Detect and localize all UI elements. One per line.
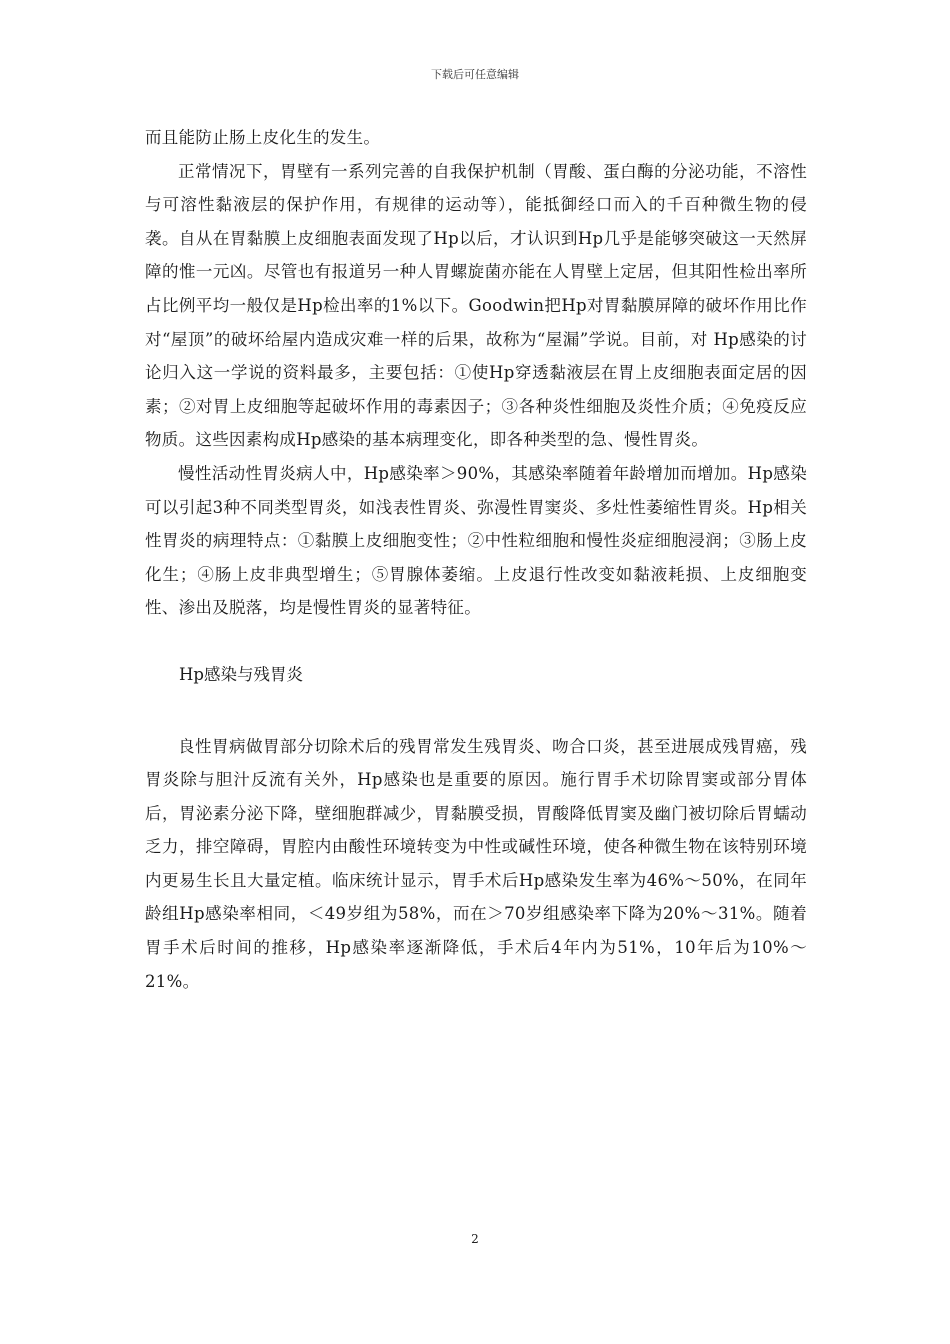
paragraph-residual-stomach: 良性胃病做胃部分切除术后的残胃常发生残胃炎、吻合口炎，甚至进展成残胃癌，残胃炎除与胆汁反流有关外，Hp感染也是重要的原因。施行胃手术切除胃窦或部分胃体后，胃泌素分泌下降，壁细胞群减少，胃黏膜受损，胃酸降低胃窦及幽门被切除后胃蠕动乏力，排空障碍，胃腔内由酸性环境转变为中性或碱性环境，使各种微生物在该特别环境内更易生长且大量定植。临床统计显示，胃手术后Hp感染发生率为46%～50%，在同年龄组Hp感染率相同，＜49岁组为58%，而在＞70岁组感染率下降为20%～31%。随着胃手术后时间的推移，Hp感染率逐渐降低，手术后4年内为51%，10年后为10%～21%。 — [145, 736, 807, 991]
paragraph-chronic-gastritis: 慢性活动性胃炎病人中，Hp感染率＞90%，其感染率随着年龄增加而增加。Hp感染可以引起3种不同类型胃炎，如浅表性胃炎、弥漫性胃窦炎、多灶性萎缩性胃炎。Hp相关性胃炎的病理特点：①黏膜上皮细胞变性；②中性粒细胞和慢性炎症细胞浸润；③肠上皮化生；④肠上皮非典型增生；⑤胃腺体萎缩。上皮退行性改变如黏液耗损、上皮细胞变性、渗出及脱落，均是慢性胃炎的显著特征。 — [145, 463, 807, 618]
section-title: Hp感染与残胃炎 — [179, 664, 303, 684]
document-body — [145, 121, 807, 998]
page-header: 下载后可任意编辑 — [431, 68, 519, 81]
paragraph-protection-mechanism: 正常情况下，胃壁有一系列完善的自我保护机制（胃酸、蛋白酶的分泌功能，不溶性与可溶性黏液层的保护作用，有规律的运动等），能抵御经口而入的千百种微生物的侵袭。自从在胃黏膜上皮细胞表面发现了Hp以后，才认识到Hp几乎是能够突破这一天然屏障的惟一元凶。尽管也有报道另一种人胃螺旋菌亦能在人胃壁上定居，但其阳性检出率所占比例平均一般仅是Hp检出率的1%以下。Goodwin把Hp对胃黏膜屏障的破坏作用比作对“屋顶”的破坏给屋内造成灾难一样的后果，故称为“屋漏”学说。目前，对 Hp感染的讨论归入这一学说的资料最多，主要包括：①使Hp穿透黏液层在胃上皮细胞表面定居的因素；②对胃上皮细胞等起破坏作用的毒素因子；③各种炎性细胞及炎性介质；④免疫反应物质。这些因素构成Hp感染的基本病理变化，即各种类型的急、慢性胃炎。 — [145, 161, 807, 450]
paragraph-continuation: 而且能防止肠上皮化生的发生。 — [145, 128, 381, 147]
page-number: 2 — [471, 1232, 479, 1246]
